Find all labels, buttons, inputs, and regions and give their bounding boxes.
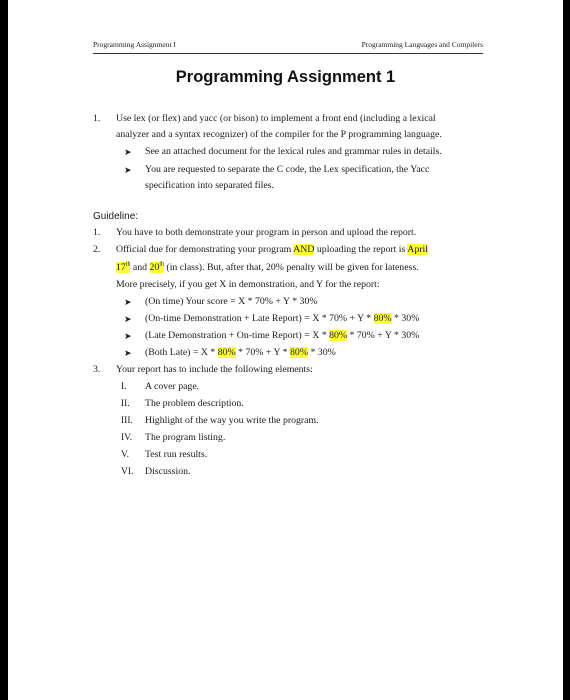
rule-3-text: (Late Demonstration + On-time Report) = X * (145, 330, 330, 341)
penalty-text: (in class). But, after that, 20% penalty will be given for lateness. (163, 262, 419, 273)
arrowhead-icon: ➤ (124, 297, 132, 307)
date-20-suffix: th (159, 261, 164, 268)
arrowhead-icon: ➤ (124, 331, 132, 341)
right-black-border (563, 0, 570, 700)
task-bullet-2: You are requested to separate the C code, the Lex specification, the Yacc (145, 164, 430, 175)
guideline-heading: Guideline: (93, 211, 139, 222)
rule-4-text-mid: * 70% + Y * (235, 347, 291, 358)
highlight-and: AND (293, 244, 315, 255)
score-rule-1: (On time) Your score = X * 70% + Y * 30% (145, 296, 318, 307)
header-left: Programming Assignment I (93, 40, 176, 49)
highlight-date-17 (116, 262, 130, 273)
due-text-cont: uploading the report is (314, 244, 408, 255)
element-roman: II. (121, 399, 130, 409)
task-bullet-1: See an attached document for the lexical rules and grammar rules in details. (145, 146, 442, 157)
guideline-item-3-number: 3. (93, 364, 101, 375)
task-line-1: Use lex (or flex) and yacc (or bison) to implement a front end (including a lexical (116, 113, 436, 124)
score-rule-2 (145, 313, 419, 325)
rule-4-text-end: * 30% (308, 347, 336, 358)
task-line-2: analyzer and a syntax recognizer) of the compiler for the P programming language. (116, 129, 442, 140)
arrowhead-icon: ➤ (124, 165, 132, 175)
highlight-april: April (407, 244, 428, 255)
document-page (8, 0, 563, 700)
page-title: Programming Assignment 1 (175, 68, 396, 86)
header-right: Programming Languages and Compilers (361, 40, 483, 49)
guideline-item-2-line-3: More precisely, if you get X in demonstration, and Y for the report: (116, 279, 380, 290)
date-and: and (130, 262, 150, 273)
element-roman: III. (121, 416, 133, 426)
rule-3-text-end: * 70% + Y * 30% (347, 330, 420, 341)
element-text: Discussion. (145, 466, 191, 477)
element-roman: I. (121, 382, 127, 392)
header-rule (93, 53, 483, 54)
element-text: Test run results. (145, 449, 208, 460)
left-black-border (0, 0, 8, 700)
guideline-item-1-text: You have to both demonstrate your program in person and upload the report. (116, 227, 417, 238)
arrowhead-icon: ➤ (124, 147, 132, 157)
element-roman: IV. (121, 433, 133, 443)
task-number: 1. (93, 113, 101, 124)
score-rule-3 (145, 330, 419, 342)
guideline-item-1-number: 1. (93, 227, 101, 238)
date-17-suffix: th (125, 261, 131, 268)
rule-2-text: (On-time Demonstration + Late Report) = X * 70% + Y * (145, 313, 374, 324)
guideline-item-2-number: 2. (93, 244, 101, 255)
highlight-date-20 (150, 262, 164, 273)
guideline-item-3-text: Your report has to include the following elements: (116, 364, 313, 375)
score-rule-4 (145, 347, 336, 359)
element-text: A cover page. (145, 381, 200, 392)
guideline-item-2-line-2 (116, 262, 419, 274)
element-roman: VI. (121, 467, 134, 477)
highlight-80-percent: 80% (217, 347, 236, 358)
highlight-80-percent: 80% (329, 330, 348, 341)
rule-2-text-end: * 30% (391, 313, 420, 324)
date-20: 20 (149, 262, 160, 273)
element-text: The program listing. (145, 432, 226, 443)
guideline-item-2-line-1 (116, 244, 428, 256)
element-text: Highlight of the way you write the program. (145, 415, 319, 426)
due-text: Official due for demonstrating your program (116, 244, 294, 255)
highlight-80-percent: 80% (373, 313, 392, 324)
arrowhead-icon: ➤ (124, 348, 132, 358)
arrowhead-icon: ➤ (124, 314, 132, 324)
element-text: The problem description. (145, 398, 244, 409)
date-17: 17 (116, 262, 126, 273)
task-bullet-2-cont: specification into separated files. (145, 180, 274, 191)
element-roman: V. (121, 450, 130, 460)
rule-4-text: (Both Late) = X * (145, 347, 218, 358)
highlight-80-percent: 80% (290, 347, 308, 358)
